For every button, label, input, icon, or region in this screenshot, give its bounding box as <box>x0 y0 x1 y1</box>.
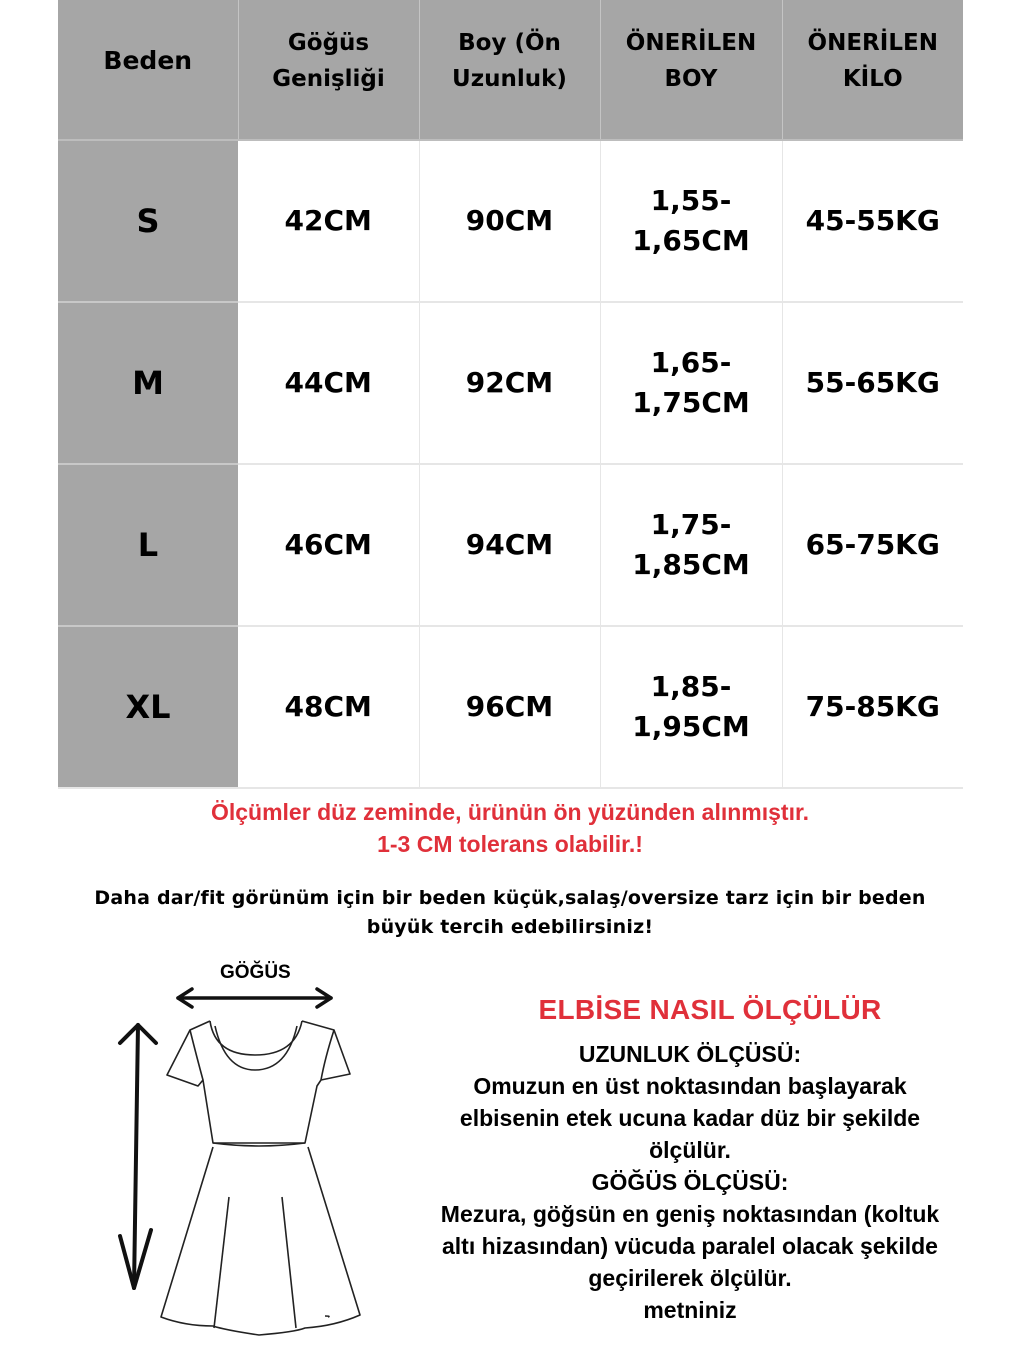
fit-advice-line: Daha dar/fit görünüm için bir beden küçük,salaş/oversize tarz için bir beden <box>94 887 926 909</box>
height-cell <box>600 140 782 302</box>
table-row <box>58 464 963 626</box>
chest-label: GÖĞÜS <box>220 962 291 983</box>
footer-text: metniniz <box>643 1297 737 1323</box>
length-cell: 92CM <box>419 302 600 464</box>
fit-advice-note <box>40 884 980 942</box>
size-cell: M <box>58 302 238 464</box>
chest-cell: 48CM <box>238 626 419 788</box>
size-cell: XL <box>58 626 238 788</box>
height-range-start: 1,85- <box>650 670 732 703</box>
weight-cell: 45-55KG <box>782 140 963 302</box>
length-cell: 90CM <box>419 140 600 302</box>
header-size-label: Beden <box>103 45 193 75</box>
chest-cell: 44CM <box>238 302 419 464</box>
header-line: BOY <box>664 65 718 92</box>
length-measure-line: Omuzun en üst noktasından başlayarak <box>473 1073 907 1099</box>
header-line: ÖNERİLEN <box>807 29 938 56</box>
length-measure-line: elbisenin etek ucuna kadar düz bir şekilde <box>459 1105 921 1131</box>
size-cell: L <box>58 464 238 626</box>
weight-cell: 55-65KG <box>782 302 963 464</box>
how-to-measure-title: ELBİSE NASIL ÖLÇÜLÜR <box>538 994 882 1025</box>
header-chest-width <box>238 0 419 140</box>
table-row <box>58 140 963 302</box>
height-cell <box>600 302 782 464</box>
chest-measure-line: altı hizasından) vücuda paralel olacak şekilde <box>442 1233 938 1259</box>
chest-arrow-icon <box>178 989 331 1007</box>
length-cell: 94CM <box>419 464 600 626</box>
height-range-start: 1,65- <box>650 346 732 379</box>
header-line: KİLO <box>842 65 903 92</box>
length-measure-heading: UZUNLUK ÖLÇÜSÜ: <box>578 1041 802 1067</box>
size-chart-table <box>58 0 963 789</box>
header-line: Boy (Ön <box>458 29 561 56</box>
weight-cell: 75-85KG <box>782 626 963 788</box>
height-range-start: 1,55- <box>650 184 732 217</box>
height-cell <box>600 464 782 626</box>
chest-measure-heading: GÖĞÜS ÖLÇÜSÜ: <box>591 1169 789 1195</box>
dress-measurement-diagram <box>95 958 395 1358</box>
length-cell: 96CM <box>419 626 600 788</box>
table-row <box>58 626 963 788</box>
header-line: ÖNERİLEN <box>625 29 757 56</box>
header-line: Göğüs <box>287 29 370 56</box>
table-header-row <box>58 0 963 140</box>
height-range-end: 1,85CM <box>632 548 750 581</box>
chest-measure-line: geçirilerek ölçülür. <box>588 1265 792 1291</box>
size-cell: S <box>58 140 238 302</box>
header-size <box>58 0 238 140</box>
chest-cell: 46CM <box>238 464 419 626</box>
length-arrow-icon <box>120 1025 156 1288</box>
height-range-end: 1,65CM <box>632 224 750 257</box>
height-cell <box>600 626 782 788</box>
chest-measure-line: Mezura, göğsün en geniş noktasından (koltuk <box>440 1201 940 1227</box>
length-measure-line: ölçülür. <box>649 1137 731 1163</box>
table-row <box>58 302 963 464</box>
header-front-length <box>419 0 600 140</box>
chest-cell: 42CM <box>238 140 419 302</box>
measurement-note-line: Ölçümler düz zeminde, ürünün ön yüzünden alınmıştır. <box>210 799 810 825</box>
tolerance-note-line: 1-3 CM tolerans olabilir.! <box>377 831 643 857</box>
height-range-start: 1,75- <box>650 508 732 541</box>
header-recommended-weight <box>782 0 963 140</box>
weight-cell: 65-75KG <box>782 464 963 626</box>
header-recommended-height <box>600 0 782 140</box>
measurement-note <box>0 796 1020 860</box>
how-to-measure-section <box>400 990 980 1326</box>
header-line: Genişliği <box>272 65 385 92</box>
height-range-end: 1,75CM <box>632 386 750 419</box>
header-line: Uzunluk) <box>452 65 567 92</box>
fit-advice-line: büyük tercih edebilirsiniz! <box>366 916 654 938</box>
dress-outline-icon <box>95 958 395 1358</box>
height-range-end: 1,95CM <box>632 710 750 743</box>
